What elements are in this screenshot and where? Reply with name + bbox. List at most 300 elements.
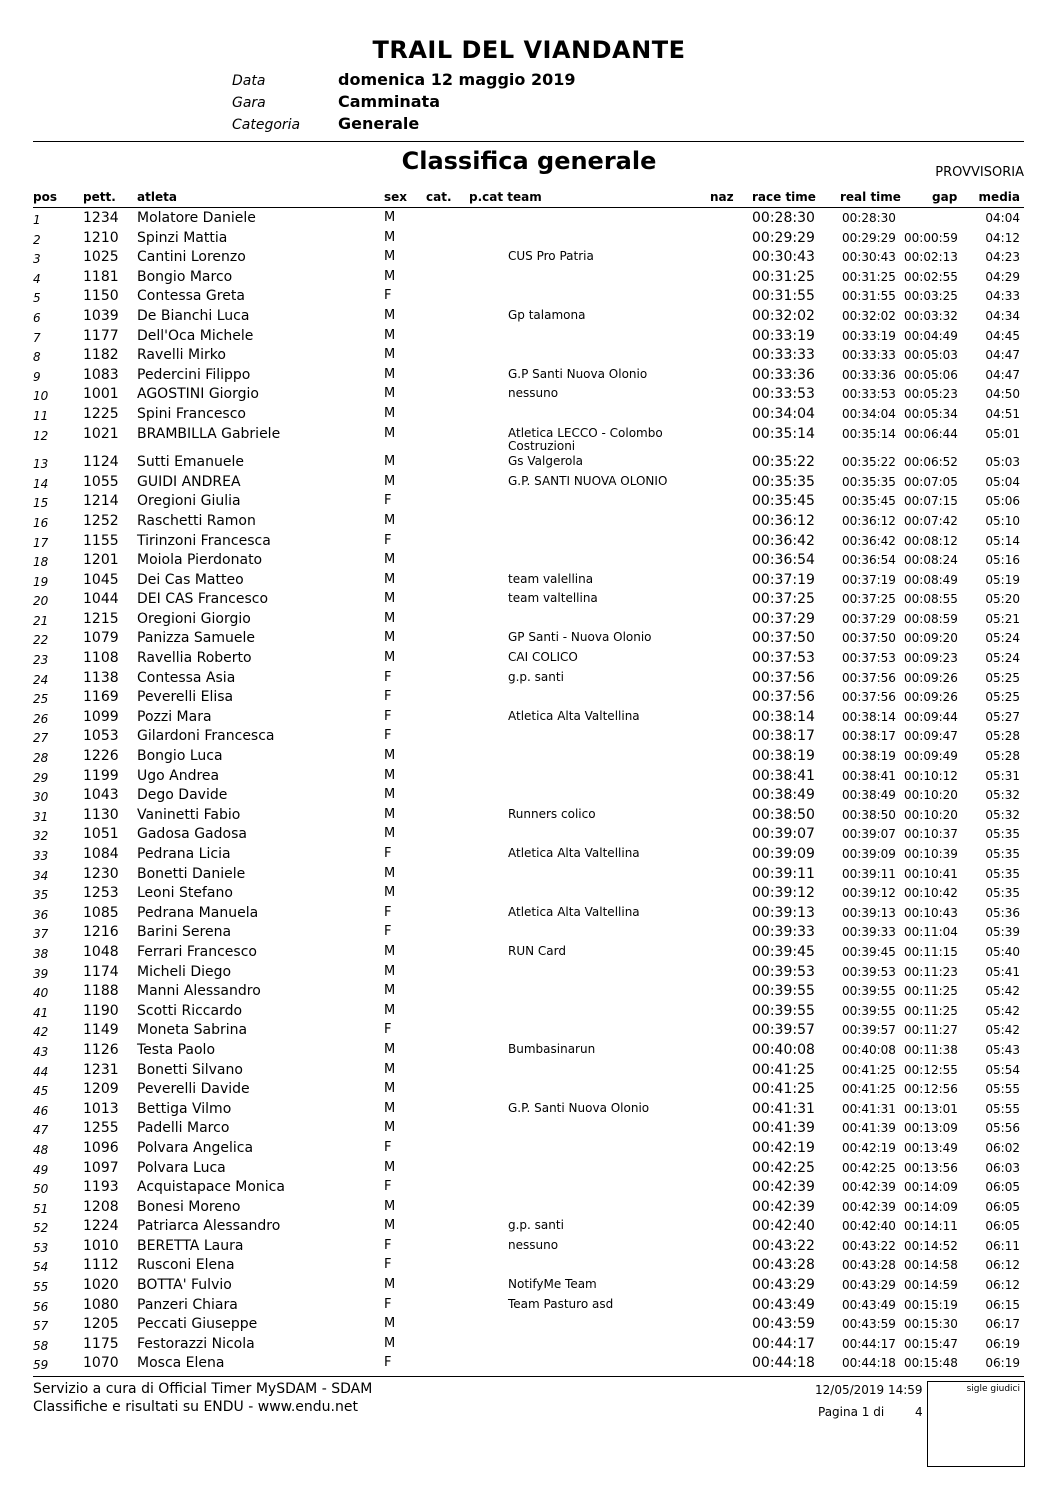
col-cat: cat.	[426, 190, 452, 204]
sex-cell: M	[384, 229, 396, 245]
media-cell: 06:02	[985, 1140, 1020, 1155]
real-time-cell: 00:35:22	[842, 455, 896, 470]
real-time-cell: 00:39:11	[842, 866, 896, 881]
real-time-cell: 00:37:29	[842, 611, 896, 626]
media-cell: 05:39	[985, 925, 1020, 940]
table-row	[0, 426, 1058, 455]
bib-cell: 1099	[83, 708, 119, 725]
team-cell: nessuno	[508, 386, 559, 401]
table-row	[0, 924, 1058, 944]
real-time-cell: 00:37:19	[842, 572, 896, 587]
table-row	[0, 1199, 1058, 1219]
col-pos: pos	[33, 190, 57, 204]
sex-cell: M	[384, 1061, 396, 1077]
real-time-cell: 00:33:36	[842, 367, 896, 382]
table-row	[0, 552, 1058, 572]
col-real-time: real time	[840, 190, 901, 204]
gap-cell: 00:05:34	[904, 406, 958, 421]
athlete-cell: Scotti Riccardo	[137, 1002, 243, 1019]
table-row	[0, 826, 1058, 846]
bib-cell: 1044	[83, 591, 119, 608]
athlete-cell: Micheli Diego	[137, 963, 232, 980]
page-total: 4	[915, 1405, 923, 1419]
sex-cell: M	[384, 454, 396, 470]
table-row	[0, 1179, 1058, 1199]
sex-cell: F	[384, 846, 392, 861]
pos-cell: 30	[33, 790, 49, 805]
media-cell: 06:05	[985, 1199, 1020, 1214]
gap-cell: 00:06:44	[904, 426, 958, 441]
athlete-cell: Rusconi Elena	[137, 1257, 235, 1274]
bib-cell: 1001	[83, 386, 119, 403]
table-row	[0, 1316, 1058, 1336]
pos-cell: 2	[33, 232, 41, 247]
athlete-cell: Gilardoni Francesca	[137, 728, 275, 745]
race-time-cell: 00:44:18	[752, 1355, 815, 1372]
pos-cell: 9	[33, 369, 41, 384]
real-time-cell: 00:37:25	[842, 592, 896, 607]
pos-cell: 56	[33, 1299, 49, 1314]
pos-cell: 6	[33, 310, 41, 325]
athlete-cell: Contessa Asia	[137, 669, 236, 686]
table-row	[0, 1160, 1058, 1180]
athlete-cell: Bonetti Daniele	[137, 865, 246, 882]
gap-cell: 00:07:05	[904, 474, 958, 489]
pos-cell: 59	[33, 1358, 49, 1373]
sex-cell: F	[384, 1296, 392, 1312]
gap-cell: 00:08:49	[904, 572, 958, 587]
race-time-cell: 00:39:55	[752, 983, 815, 1000]
table-row	[0, 308, 1058, 328]
media-cell: 05:21	[985, 611, 1020, 626]
media-cell: 04:23	[985, 250, 1020, 265]
real-time-cell: 00:36:42	[842, 533, 896, 548]
media-cell: 06:17	[985, 1317, 1020, 1332]
col-race-time: race time	[752, 190, 816, 204]
table-row	[0, 1218, 1058, 1238]
race-time-cell: 00:43:49	[752, 1296, 815, 1313]
race-time-cell: 00:36:12	[752, 512, 815, 529]
gap-cell: 00:12:55	[904, 1062, 958, 1077]
bib-cell: 1045	[83, 571, 119, 588]
page-label: Pagina 1 di	[818, 1405, 885, 1419]
race-time-cell: 00:35:14	[752, 425, 815, 442]
race-time-cell: 00:41:25	[752, 1081, 815, 1098]
sex-cell: M	[384, 983, 396, 999]
pos-cell: 21	[33, 613, 49, 628]
table-row	[0, 406, 1058, 426]
real-time-cell: 00:43:28	[842, 1258, 896, 1273]
media-cell: 05:28	[985, 749, 1020, 764]
team-cell: G.P Santi Nuova Olonio	[508, 366, 648, 381]
gap-cell: 00:15:48	[904, 1356, 958, 1371]
categoria-value: Generale	[338, 114, 420, 133]
race-time-cell: 00:39:33	[752, 924, 815, 941]
gap-cell: 00:15:47	[904, 1336, 958, 1351]
pos-cell: 31	[33, 809, 49, 824]
table-row	[0, 386, 1058, 406]
table-row	[0, 474, 1058, 494]
table-row	[0, 709, 1058, 729]
table-row	[0, 964, 1058, 984]
team-cell: nessuno	[508, 1237, 559, 1252]
pos-cell: 10	[33, 389, 49, 404]
race-time-cell: 00:36:54	[752, 552, 815, 569]
race-time-cell: 00:38:19	[752, 748, 815, 765]
real-time-cell: 00:37:56	[842, 670, 896, 685]
gap-cell: 00:08:12	[904, 533, 958, 548]
gap-cell: 00:09:26	[904, 690, 958, 705]
table-row	[0, 269, 1058, 289]
athlete-cell: BERETTA Laura	[137, 1237, 244, 1254]
bib-cell: 1188	[83, 983, 119, 1000]
athlete-cell: Raschetti Ramon	[137, 512, 256, 529]
gap-cell: 00:09:26	[904, 670, 958, 685]
pos-cell: 25	[33, 692, 49, 707]
athlete-cell: Bonetti Silvano	[137, 1061, 243, 1078]
race-title: TRAIL DEL VIANDANTE	[372, 36, 686, 64]
gara-value: Camminata	[338, 92, 440, 111]
pos-cell: 5	[33, 291, 41, 306]
sex-cell: M	[384, 885, 396, 901]
media-cell: 05:24	[985, 631, 1020, 646]
media-cell: 05:54	[985, 1062, 1020, 1077]
pos-cell: 16	[33, 515, 49, 530]
real-time-cell: 00:34:04	[842, 406, 896, 421]
pos-cell: 26	[33, 711, 49, 726]
gap-cell: 00:10:39	[904, 847, 958, 861]
table-row	[0, 630, 1058, 650]
athlete-cell: Peverelli Elisa	[137, 689, 234, 706]
bib-cell: 1174	[83, 963, 119, 980]
media-cell: 05:27	[985, 709, 1020, 724]
athlete-cell: Leoni Stefano	[137, 885, 233, 902]
table-row	[0, 1101, 1058, 1121]
athlete-cell: BRAMBILLA Gabriele	[137, 425, 281, 442]
media-cell: 05:24	[985, 651, 1020, 666]
athlete-cell: GUIDI ANDREA	[137, 473, 241, 490]
team-cell: Gs Valgerola	[508, 454, 584, 469]
pos-cell: 39	[33, 966, 49, 981]
race-time-cell: 00:39:57	[752, 1022, 815, 1039]
gap-cell: 00:09:49	[904, 749, 958, 764]
bib-cell: 1108	[83, 650, 119, 667]
gap-cell: 00:11:25	[904, 1003, 958, 1018]
pos-cell: 3	[33, 252, 41, 267]
pos-cell: 43	[33, 1044, 49, 1059]
real-time-cell: 00:35:45	[842, 494, 896, 509]
race-time-cell: 00:34:04	[752, 405, 815, 422]
media-cell: 05:14	[985, 533, 1020, 548]
bib-cell: 1051	[83, 826, 119, 843]
sex-cell: M	[384, 943, 396, 959]
gap-cell: 00:14:59	[904, 1278, 958, 1293]
bib-cell: 1096	[83, 1139, 119, 1156]
sex-cell: M	[384, 826, 396, 842]
sex-cell: F	[384, 532, 392, 548]
media-cell: 06:05	[985, 1219, 1020, 1234]
gap-cell: 00:15:19	[904, 1297, 958, 1312]
sex-cell: M	[384, 591, 396, 607]
team-cell: team valellina	[508, 571, 594, 586]
gap-cell: 00:14:52	[904, 1238, 958, 1253]
race-time-cell: 00:37:53	[752, 650, 815, 667]
media-cell: 04:51	[985, 406, 1020, 421]
bib-cell: 1080	[83, 1296, 119, 1313]
sex-cell: M	[384, 1277, 396, 1293]
athlete-cell: Padelli Marco	[137, 1120, 230, 1137]
gap-cell: 00:07:42	[904, 513, 958, 528]
team-cell: GP Santi - Nuova Olonio	[508, 630, 652, 645]
athlete-cell: Sutti Emanuele	[137, 454, 245, 471]
real-time-cell: 00:31:25	[842, 269, 896, 284]
media-cell: 05:32	[985, 807, 1020, 822]
bib-cell: 1199	[83, 767, 119, 784]
team-cell: G.P. SANTI NUOVA OLONIO	[508, 473, 668, 488]
gap-cell: 00:05:06	[904, 367, 958, 382]
real-time-cell: 00:41:25	[842, 1062, 896, 1077]
table-row	[0, 728, 1058, 748]
real-time-cell: 00:28:30	[842, 211, 896, 225]
sex-cell: M	[384, 610, 396, 626]
footer-datetime: 12/05/2019 14:59	[815, 1383, 923, 1397]
sex-cell: M	[384, 571, 396, 587]
bib-cell: 1083	[83, 366, 119, 383]
table-row	[0, 807, 1058, 827]
table-row	[0, 1022, 1058, 1042]
date-label: Data	[232, 73, 266, 89]
race-time-cell: 00:42:25	[752, 1159, 815, 1176]
race-time-cell: 00:35:22	[752, 454, 815, 471]
pos-cell: 36	[33, 907, 49, 922]
pos-cell: 52	[33, 1221, 49, 1236]
real-time-cell: 00:39:33	[842, 925, 896, 940]
race-time-cell: 00:28:30	[752, 210, 815, 226]
race-time-cell: 00:43:22	[752, 1237, 815, 1254]
sex-cell: M	[384, 268, 396, 284]
team-cell: G.P. Santi Nuova Olonio	[508, 1100, 650, 1115]
bib-cell: 1020	[83, 1277, 119, 1294]
bib-cell: 1252	[83, 512, 119, 529]
footer-service: Servizio a cura di Official Timer MySDAM - SDAM	[33, 1381, 373, 1397]
bib-cell: 1138	[83, 669, 119, 686]
col-gap: gap	[932, 190, 958, 204]
athlete-cell: Contessa Greta	[137, 288, 245, 305]
gap-cell: 00:14:09	[904, 1180, 958, 1195]
real-time-cell: 00:44:18	[842, 1356, 896, 1371]
pos-cell: 49	[33, 1162, 49, 1177]
bib-cell: 1150	[83, 288, 119, 305]
media-cell: 05:16	[985, 553, 1020, 568]
team-cell: Bumbasinarun	[508, 1041, 596, 1056]
pos-cell: 50	[33, 1182, 49, 1197]
sex-cell: M	[384, 767, 396, 783]
athlete-cell: Dei Cas Matteo	[137, 571, 244, 588]
footer-results: Classifiche e risultati su ENDU - www.endu.net	[33, 1399, 358, 1415]
gap-cell: 00:10:20	[904, 807, 958, 822]
bib-cell: 1230	[83, 865, 119, 882]
bib-cell: 1021	[83, 425, 119, 442]
gap-cell: 00:02:13	[904, 250, 958, 265]
table-row	[0, 866, 1058, 886]
real-time-cell: 00:39:07	[842, 827, 896, 842]
athlete-cell: Gadosa Gadosa	[137, 826, 247, 843]
bib-cell: 1085	[83, 904, 119, 921]
gap-cell: 00:03:32	[904, 308, 958, 323]
real-time-cell: 00:38:41	[842, 768, 896, 783]
table-header	[0, 190, 1058, 206]
pos-cell: 7	[33, 330, 41, 345]
gap-cell: 00:10:41	[904, 866, 958, 881]
sex-cell: F	[384, 1139, 392, 1155]
real-time-cell: 00:40:08	[842, 1042, 896, 1057]
media-cell: 06:19	[985, 1356, 1020, 1371]
table-row	[0, 748, 1058, 768]
media-cell: 05:01	[985, 426, 1020, 441]
bib-cell: 1112	[83, 1257, 119, 1274]
media-cell: 05:35	[985, 866, 1020, 881]
bib-cell: 1053	[83, 728, 119, 745]
pos-cell: 55	[33, 1280, 49, 1295]
col-pcat-team: p.cat team	[469, 190, 542, 204]
athlete-cell: DEI CAS Francesco	[137, 591, 269, 608]
categoria-label: Categoria	[232, 117, 301, 133]
bib-cell: 1126	[83, 1041, 119, 1058]
gap-cell: 00:13:56	[904, 1160, 958, 1175]
media-cell: 05:42	[985, 1023, 1020, 1038]
sex-cell: M	[384, 512, 396, 528]
media-cell: 05:36	[985, 905, 1020, 920]
page-subtitle: Classifica generale	[401, 147, 657, 175]
bib-cell: 1205	[83, 1316, 119, 1333]
athlete-cell: Pozzi Mara	[137, 708, 212, 725]
race-time-cell: 00:33:33	[752, 347, 815, 364]
athlete-cell: Mosca Elena	[137, 1355, 225, 1372]
athlete-cell: Acquistapace Monica	[137, 1179, 285, 1196]
table-row	[0, 210, 1058, 230]
race-time-cell: 00:38:14	[752, 708, 815, 725]
athlete-cell: Pedrana Licia	[137, 846, 231, 862]
table-row	[0, 288, 1058, 308]
race-time-cell: 00:39:12	[752, 885, 815, 902]
table-row	[0, 905, 1058, 925]
real-time-cell: 00:35:35	[842, 474, 896, 489]
race-time-cell: 00:43:29	[752, 1277, 815, 1294]
pos-cell: 48	[33, 1142, 49, 1157]
race-time-cell: 00:37:25	[752, 591, 815, 608]
athlete-cell: Polvara Luca	[137, 1159, 226, 1176]
media-cell: 05:56	[985, 1121, 1020, 1136]
table-row	[0, 513, 1058, 533]
sex-cell: M	[384, 748, 396, 764]
real-time-cell: 00:39:13	[842, 905, 896, 920]
race-time-cell: 00:37:50	[752, 630, 815, 647]
athlete-cell: Cantini Lorenzo	[137, 249, 246, 266]
race-time-cell: 00:44:17	[752, 1335, 815, 1352]
media-cell: 05:10	[985, 513, 1020, 528]
real-time-cell: 00:43:22	[842, 1238, 896, 1253]
pos-cell: 54	[33, 1260, 49, 1275]
race-time-cell: 00:43:28	[752, 1257, 815, 1274]
pos-cell: 44	[33, 1064, 49, 1079]
table-row	[0, 1238, 1058, 1258]
team-cell: Runners colico	[508, 806, 596, 821]
athlete-cell: Polvara Angelica	[137, 1139, 254, 1156]
media-cell: 06:05	[985, 1180, 1020, 1195]
bib-cell: 1149	[83, 1022, 119, 1039]
media-cell: 04:33	[985, 289, 1020, 304]
athlete-cell: Peverelli Davide	[137, 1081, 250, 1098]
team-cell: RUN Card	[508, 943, 566, 958]
sex-cell: M	[384, 1081, 396, 1097]
gap-cell: 00:08:55	[904, 592, 958, 607]
gap-cell: 00:11:25	[904, 984, 958, 999]
race-time-cell: 00:30:43	[752, 249, 815, 266]
sex-cell: M	[384, 806, 396, 822]
col-bib: pett.	[83, 190, 116, 204]
bib-cell: 1070	[83, 1355, 119, 1372]
pos-cell: 4	[33, 271, 41, 286]
gap-cell: 00:05:23	[904, 387, 958, 402]
gara-label: Gara	[232, 95, 266, 111]
team-cell: team valtellina	[508, 591, 598, 606]
gap-cell: 00:14:11	[904, 1219, 958, 1234]
media-cell: 05:35	[985, 886, 1020, 901]
gap-cell: 00:11:04	[904, 925, 958, 940]
gap-cell: 00:03:25	[904, 289, 958, 304]
media-cell: 05:41	[985, 964, 1020, 979]
table-row	[0, 650, 1058, 670]
real-time-cell: 00:42:25	[842, 1160, 896, 1175]
table-row	[0, 1120, 1058, 1140]
bib-cell: 1193	[83, 1179, 119, 1196]
table-row	[0, 1257, 1058, 1277]
real-time-cell: 00:38:50	[842, 807, 896, 822]
bib-cell: 1215	[83, 610, 119, 627]
athlete-cell: Ugo Andrea	[137, 767, 220, 784]
race-time-cell: 00:41:39	[752, 1120, 815, 1137]
media-cell: 05:43	[985, 1042, 1020, 1057]
pos-cell: 42	[33, 1025, 49, 1040]
sex-cell: M	[384, 1100, 396, 1116]
pos-cell: 33	[33, 849, 49, 863]
athlete-cell: Testa Paolo	[137, 1041, 216, 1058]
athlete-cell: Bettiga Vilmo	[137, 1100, 232, 1117]
bib-cell: 1130	[83, 806, 119, 823]
race-time-cell: 00:39:45	[752, 943, 815, 960]
media-cell: 05:32	[985, 788, 1020, 803]
table-row	[0, 1355, 1058, 1375]
sex-cell: M	[384, 405, 396, 421]
real-time-cell: 00:33:53	[842, 387, 896, 402]
real-time-cell: 00:39:53	[842, 964, 896, 979]
table-row	[0, 1062, 1058, 1082]
media-cell: 05:42	[985, 1003, 1020, 1018]
bib-cell: 1043	[83, 787, 119, 804]
race-time-cell: 00:39:11	[752, 865, 815, 882]
bib-cell: 1175	[83, 1335, 119, 1352]
media-cell: 06:12	[985, 1278, 1020, 1293]
bib-cell: 1216	[83, 924, 119, 941]
media-cell: 04:45	[985, 328, 1020, 343]
pos-cell: 38	[33, 946, 49, 961]
sex-cell: M	[384, 327, 396, 343]
results-table	[0, 210, 1058, 1375]
gap-cell: 00:05:03	[904, 348, 958, 363]
pos-cell: 24	[33, 672, 49, 687]
gap-cell: 00:07:15	[904, 494, 958, 509]
real-time-cell: 00:29:29	[842, 230, 896, 245]
